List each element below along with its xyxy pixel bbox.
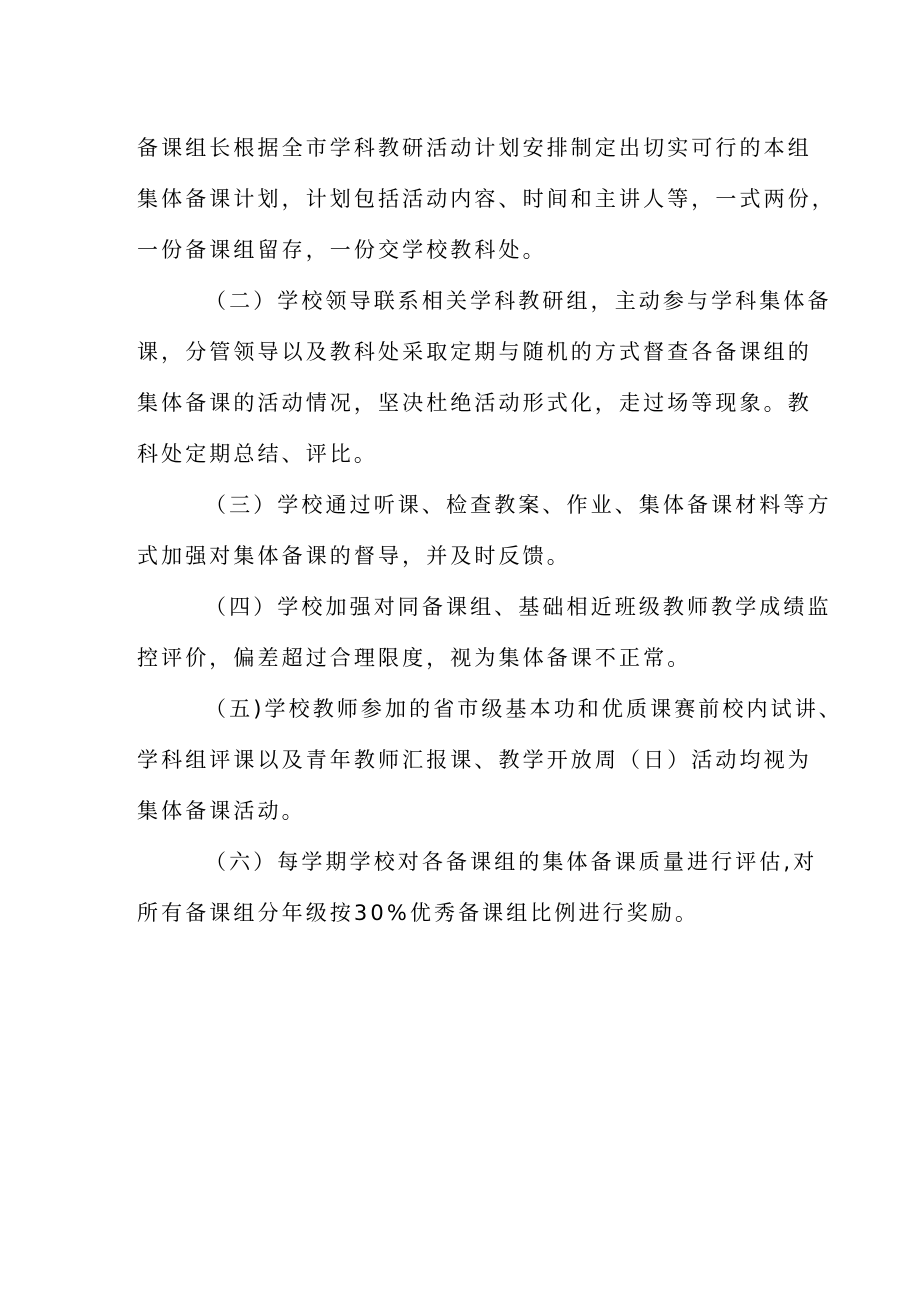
text-line: 集体备课活动。 xyxy=(137,799,306,823)
paragraph-3 xyxy=(137,480,832,582)
text-line: 所有备课组分年级按30%优秀备课组比例进行奖励。 xyxy=(137,901,700,925)
text-line: 科处定期总结、评比。 xyxy=(137,442,378,466)
text-line: 控评价，偏差超过合理限度，视为集体备课不正常。 xyxy=(137,646,692,670)
paragraph-4 xyxy=(137,582,832,684)
text-line: （四）学校加强对同备课组、基础相近班级教师教学成绩监 xyxy=(205,595,832,619)
paragraph-5 xyxy=(137,684,843,837)
paragraph-1 xyxy=(137,123,836,276)
text-line: 学科组评课以及青年教师汇报课、教学开放周（日）活动均视为 xyxy=(137,748,812,772)
text-line: （五)学校教师参加的省市级基本功和优质课赛前校内试讲、 xyxy=(205,697,843,721)
text-line: 备课组长根据全市学科教研活动计划安排制定出切实可行的本组 xyxy=(137,136,812,160)
document-body xyxy=(137,123,843,939)
text-line: 集体备课的活动情况，坚决杜绝活动形式化，走过场等现象。教 xyxy=(137,391,812,415)
text-line: （三）学校通过听课、检查教案、作业、集体备课材料等方 xyxy=(205,493,832,517)
text-line: （二）学校领导联系相关学科教研组，主动参与学科集体备 xyxy=(205,289,832,313)
text-line: （六）每学期学校对各备课组的集体备课质量进行评估,对 xyxy=(205,850,818,874)
text-line: 集体备课计划，计划包括活动内容、时间和主讲人等，一式两份， xyxy=(137,187,836,211)
text-line: 课，分管领导以及教科处采取定期与随机的方式督查各备课组的 xyxy=(137,340,812,364)
text-line: 式加强对集体备课的督导，并及时反馈。 xyxy=(137,544,571,568)
paragraph-2 xyxy=(137,276,832,480)
text-line: 一份备课组留存，一份交学校教科处。 xyxy=(137,238,547,262)
paragraph-6 xyxy=(137,837,818,939)
